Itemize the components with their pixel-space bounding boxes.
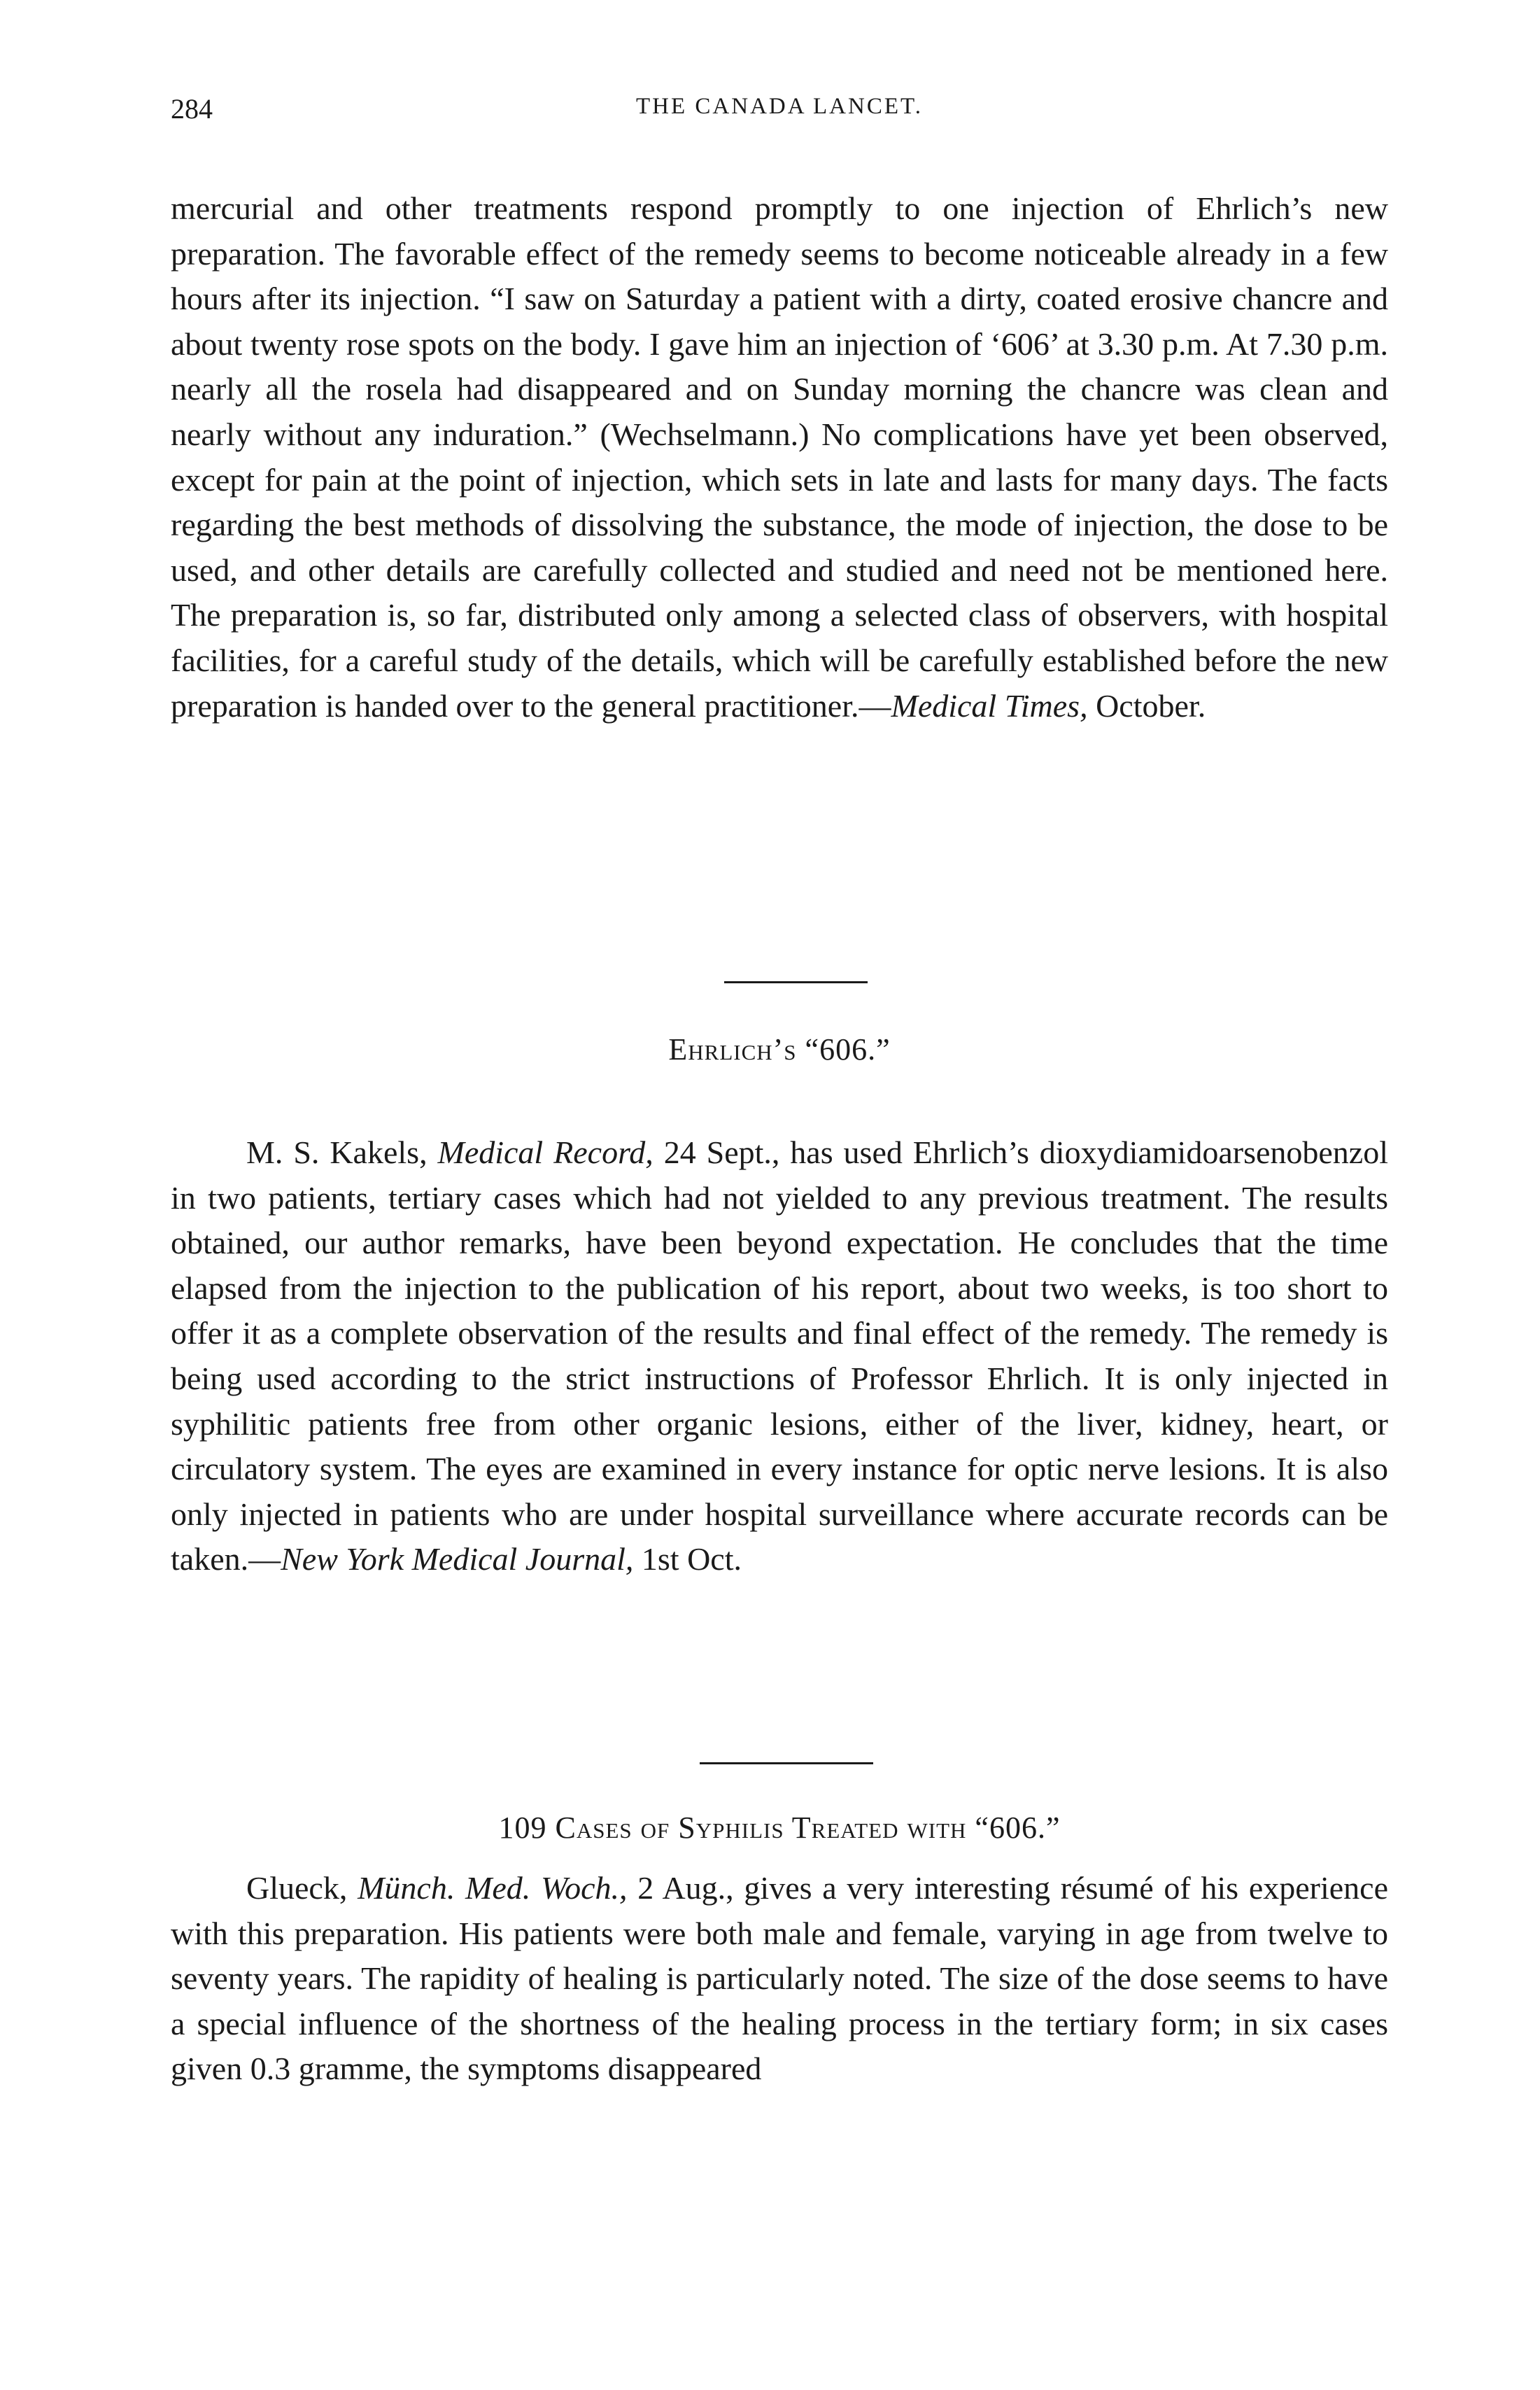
body-paragraph bbox=[171, 186, 1388, 729]
article-continued bbox=[171, 186, 1388, 729]
journal-title: THE CANADA LANCET. bbox=[636, 94, 923, 119]
section-body bbox=[171, 1130, 1388, 1582]
source-journal: Münch. Med. Woch., bbox=[358, 1870, 628, 1906]
paragraph-text: 2 Aug., gives a very interesting résumé of his experience with this preparation. His patients were both male and female, varying in age from twelve to seventy years. The rapidity of healing is particularly noted. The size of the dose seems to have a special influence of the shortness of the healing process in the tertiary form; in six cases given 0.3 gramme, the symptoms disappeared bbox=[171, 1870, 1388, 2087]
section-heading: 109 Cases of Syphilis Treated with “606.” bbox=[498, 1811, 1061, 1845]
body-paragraph bbox=[171, 1866, 1388, 2092]
citation-source: New York Medical Journal, bbox=[281, 1541, 634, 1577]
paragraph-text: 24 Sept., has used Ehrlich’s dioxydiamidoarsenobenzol in two patients, tertiary cases which had not yielded to any previous treatment. The results obtained, our author remarks, have been beyond expectation. He concludes that the time elapsed from the injection to the publication of his report, about two weeks, is too short to offer it as a complete observation of the results and final effect of the remedy. The remedy is being used according to the strict instructions of Professor Ehrlich. It is only injected in syphilitic patients free from other organic lesions, either of the liver, kidney, heart, or circulatory system. The eyes are examined in every instance for optic nerve lesions. It is also only injected in patients who are under hospital surveillance where accurate records can be taken.— bbox=[171, 1134, 1388, 1577]
section-heading: Ehrlich’s “606.” bbox=[668, 1032, 891, 1067]
page-number: 284 bbox=[171, 93, 213, 125]
body-paragraph bbox=[171, 1130, 1388, 1582]
paragraph-text: mercurial and other treatments respond promptly to one injection of Ehrlich’s new preparation. The favorable effect of the remedy seems to become noticeable already in a few hours after its injection. “I saw on Saturday a patient with a dirty, coated erosive chancre and about twenty rose spots on the body. I gave him an injection of ‘606’ at 3.30 p.m. At 7.30 p.m. nearly all the rosela had disappeared and on Sunday morning the chancre was clean and nearly without any induration.” (Wechselmann.) No complications have yet been observed, except for pain at the point of injection, which sets in late and lasts for many days. The facts regarding the best methods of dissolving the substance, the mode of injection, the dose to be used, and other details are carefully collected and studied and need not be mentioned here. The preparation is, so far, distributed only among a selected class of observers, with hospital facilities, for a careful study of the details, which will be carefully established before the new preparation is handed over to the general practitioner.— bbox=[171, 190, 1388, 724]
running-head bbox=[171, 92, 1388, 134]
citation-date: October. bbox=[1087, 687, 1206, 724]
section-divider bbox=[700, 1762, 873, 1764]
author-name: Glueck, bbox=[246, 1870, 358, 1906]
author-name: M. S. Kakels, bbox=[246, 1134, 438, 1170]
citation-date: 1st Oct. bbox=[633, 1541, 742, 1577]
source-journal: Medical Record, bbox=[437, 1134, 654, 1170]
section-body bbox=[171, 1866, 1388, 2092]
section-divider bbox=[724, 981, 868, 983]
citation-source: Medical Times, bbox=[891, 687, 1088, 724]
